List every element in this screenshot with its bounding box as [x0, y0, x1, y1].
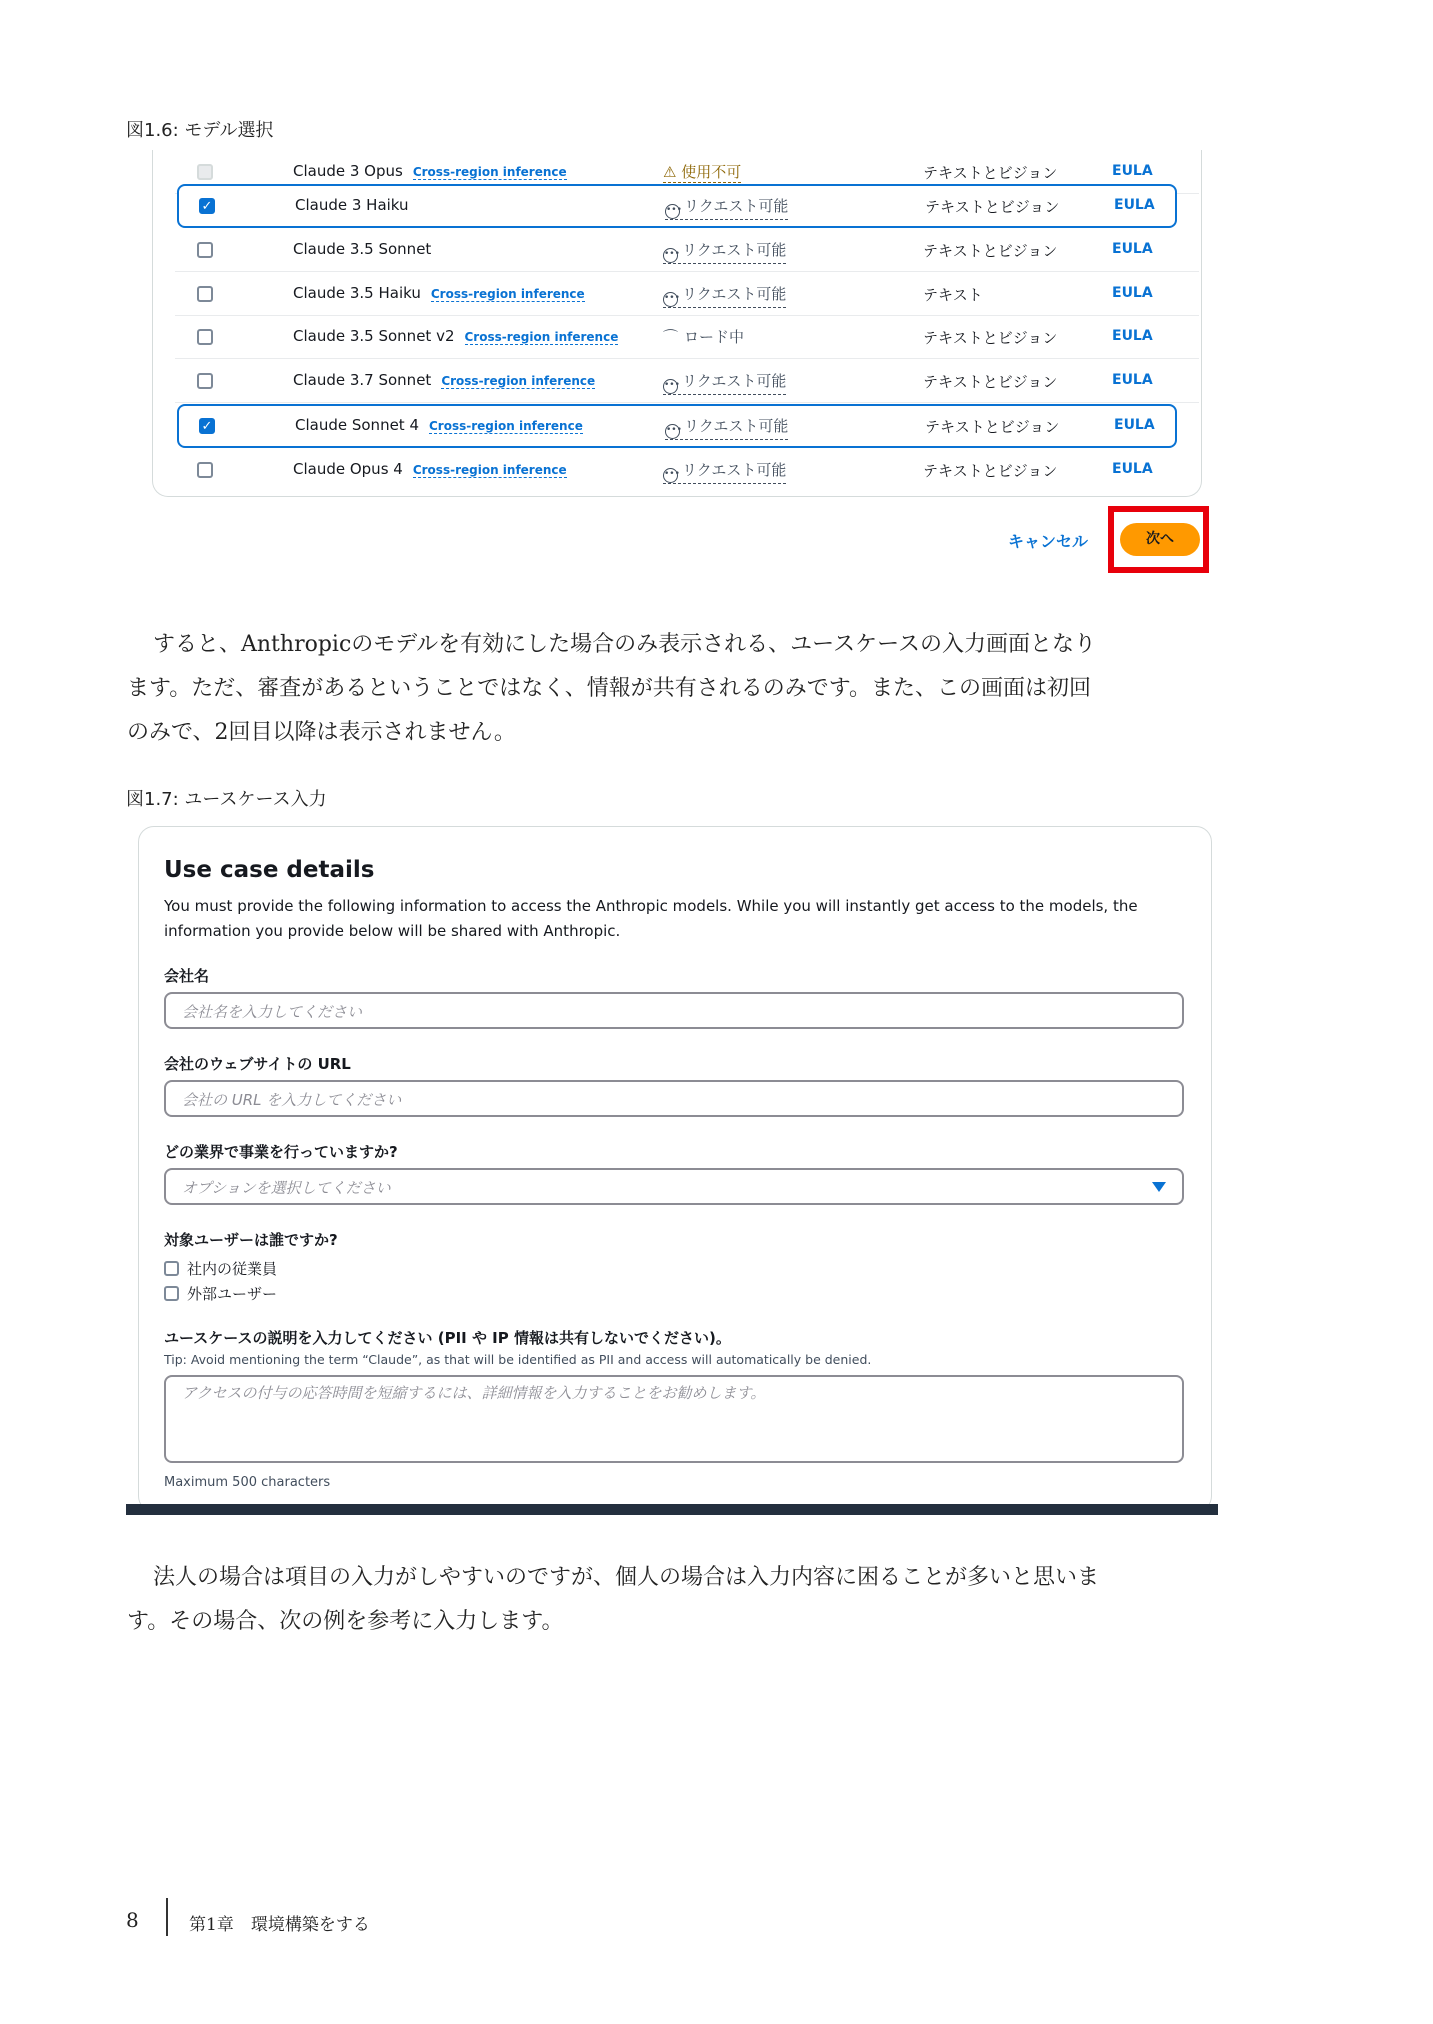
access-status: ⚠ 使用不可 [663, 163, 742, 181]
row-checkbox[interactable] [197, 329, 213, 345]
cross-region-link[interactable]: Cross-region inference [441, 374, 596, 388]
eula-link[interactable]: EULA [1112, 163, 1153, 179]
target-users-label: 対象ユーザーは誰ですか? [164, 1231, 338, 1249]
users-option-internal[interactable]: 社内の従業員 [164, 1258, 277, 1279]
footer-divider [166, 1898, 168, 1936]
cross-region-link[interactable]: Cross-region inference [412, 165, 567, 179]
row-checkbox[interactable] [197, 462, 213, 478]
users-option-external[interactable]: 外部ユーザー [164, 1283, 277, 1304]
form-description: information you provide below will be shared with Anthropic. [164, 922, 621, 940]
model-name: Claude 3.5 Sonnet [293, 240, 432, 258]
usecase-tip: Tip: Avoid mentioning the term “Claude”, as that will be identified as PII and access will automatically be denied. [164, 1352, 872, 1367]
checkbox[interactable] [164, 1261, 179, 1276]
model-name: Claude 3.5 Sonnet v2 Cross-region inference [293, 327, 619, 345]
max-characters-hint: Maximum 500 characters [164, 1475, 331, 1490]
cross-region-link[interactable]: Cross-region inference [429, 419, 583, 433]
model-name: Claude Sonnet 4 Cross-region inference [295, 416, 583, 434]
eula-link[interactable]: EULA [1112, 372, 1153, 388]
row-checkbox[interactable] [197, 242, 213, 258]
cancel-button[interactable]: キャンセル [1008, 532, 1089, 551]
url-input[interactable] [164, 1080, 1184, 1117]
usecase-label: ユースケースの説明を入力してください (PII や IP 情報は共有しないでください)。 [164, 1329, 731, 1347]
body-text: すると、Anthropicのモデルを有効にした場合のみ表示される、ユースケースの入力画面となり [153, 632, 1096, 657]
industry-placeholder: オプションを選択してください [182, 1179, 391, 1197]
dots-icon: ••• [665, 204, 680, 219]
modality: テキスト [923, 286, 983, 304]
figure-caption: 図1.6: モデル選択 [126, 120, 274, 141]
form-title: Use case details [164, 857, 375, 883]
usecase-placeholder: アクセスの付与の応答時間を短縮するには、詳細情報を入力することをお勧めします。 [182, 1384, 766, 1402]
table-row[interactable] [175, 448, 1199, 492]
company-label: 会社名 [164, 967, 210, 985]
dots-icon: ••• [663, 292, 678, 307]
caret-down-icon [1152, 1182, 1166, 1192]
access-status: ••• リクエスト可能 [663, 370, 786, 395]
modality: テキストとビジョン [925, 418, 1060, 436]
access-status: ••• リクエスト可能 [663, 239, 786, 264]
modality: テキストとビジョン [923, 242, 1058, 260]
cross-region-link[interactable]: Cross-region inference [412, 463, 567, 477]
access-status: ••• リクエスト可能 [665, 415, 788, 440]
dots-icon: ••• [663, 468, 678, 483]
table-row[interactable] [175, 315, 1199, 359]
row-checkbox[interactable] [197, 373, 213, 389]
access-status: ••• リクエスト可能 [665, 195, 788, 220]
chapter-title: 第1章 環境構築をする [189, 1915, 370, 1935]
body-text: 法人の場合は項目の入力がしやすいのですが、個人の場合は入力内容に困ることが多いと思いま [153, 1565, 1100, 1590]
modality: テキストとビジョン [923, 462, 1058, 480]
eula-link[interactable]: EULA [1114, 417, 1155, 433]
cross-region-link[interactable]: Cross-region inference [464, 330, 619, 344]
cross-region-link[interactable]: Cross-region inference [430, 287, 585, 301]
modality: テキストとビジョン [925, 198, 1060, 216]
url-label: 会社のウェブサイトの URL [164, 1055, 351, 1073]
eula-link[interactable]: EULA [1114, 197, 1155, 213]
eula-link[interactable]: EULA [1112, 241, 1153, 257]
model-name: Claude 3.5 Haiku Cross-region inference [293, 284, 585, 302]
eula-link[interactable]: EULA [1112, 461, 1153, 477]
table-row[interactable] [177, 184, 1177, 228]
row-checkbox[interactable] [197, 286, 213, 302]
checkbox[interactable] [164, 1286, 179, 1301]
modality: テキストとビジョン [923, 329, 1058, 347]
body-text: ます。ただ、審査があるということではなく、情報が共有されるのみです。また、この画面は初回 [127, 676, 1092, 701]
model-name: Claude 3.7 Sonnet Cross-region inference [293, 371, 596, 389]
model-selection-table [152, 150, 1202, 497]
spinner-icon: ⌒ [663, 328, 679, 346]
row-checkbox-checked[interactable]: ✓ [199, 198, 215, 214]
page-number: 8 [126, 1908, 139, 1932]
row-checkbox [197, 164, 213, 180]
access-status: ••• リクエスト可能 [663, 283, 786, 308]
modality: テキストとビジョン [923, 373, 1058, 391]
table-row[interactable] [175, 359, 1199, 403]
body-text: のみで、2回目以降は表示されません。 [127, 720, 516, 745]
company-placeholder: 会社名を入力してください [182, 1003, 363, 1021]
usecase-textarea[interactable] [164, 1375, 1184, 1463]
modality: テキストとビジョン [923, 164, 1058, 182]
figure-caption: 図1.7: ユースケース入力 [126, 789, 327, 810]
row-checkbox-checked[interactable]: ✓ [199, 418, 215, 434]
figure-bottom-bar [126, 1504, 1218, 1515]
dots-icon: ••• [663, 379, 678, 394]
model-name: Claude Opus 4 Cross-region inference [293, 460, 567, 478]
dots-icon: ••• [663, 248, 678, 263]
table-row[interactable] [175, 228, 1199, 272]
model-name: Claude 3 Opus Cross-region inference [293, 162, 567, 180]
industry-select[interactable] [164, 1168, 1184, 1205]
eula-link[interactable]: EULA [1112, 328, 1153, 344]
eula-link[interactable]: EULA [1112, 285, 1153, 301]
form-description: You must provide the following information to access the Anthropic models. While you will instantly get access to the models, the [164, 897, 1138, 915]
warning-icon: ⚠ [663, 163, 677, 181]
model-name: Claude 3 Haiku [295, 196, 409, 214]
company-input[interactable] [164, 992, 1184, 1029]
access-status: ⌒ ロード中 [663, 328, 745, 346]
url-placeholder: 会社の URL を入力してください [182, 1091, 402, 1109]
dots-icon: ••• [665, 424, 680, 439]
body-text: す。その場合、次の例を参考に入力します。 [127, 1609, 564, 1634]
table-row[interactable] [177, 404, 1177, 448]
access-status: ••• リクエスト可能 [663, 459, 786, 484]
next-button[interactable]: 次へ [1120, 523, 1200, 556]
industry-label: どの業界で事業を行っていますか? [164, 1143, 398, 1161]
table-row[interactable] [175, 272, 1199, 316]
